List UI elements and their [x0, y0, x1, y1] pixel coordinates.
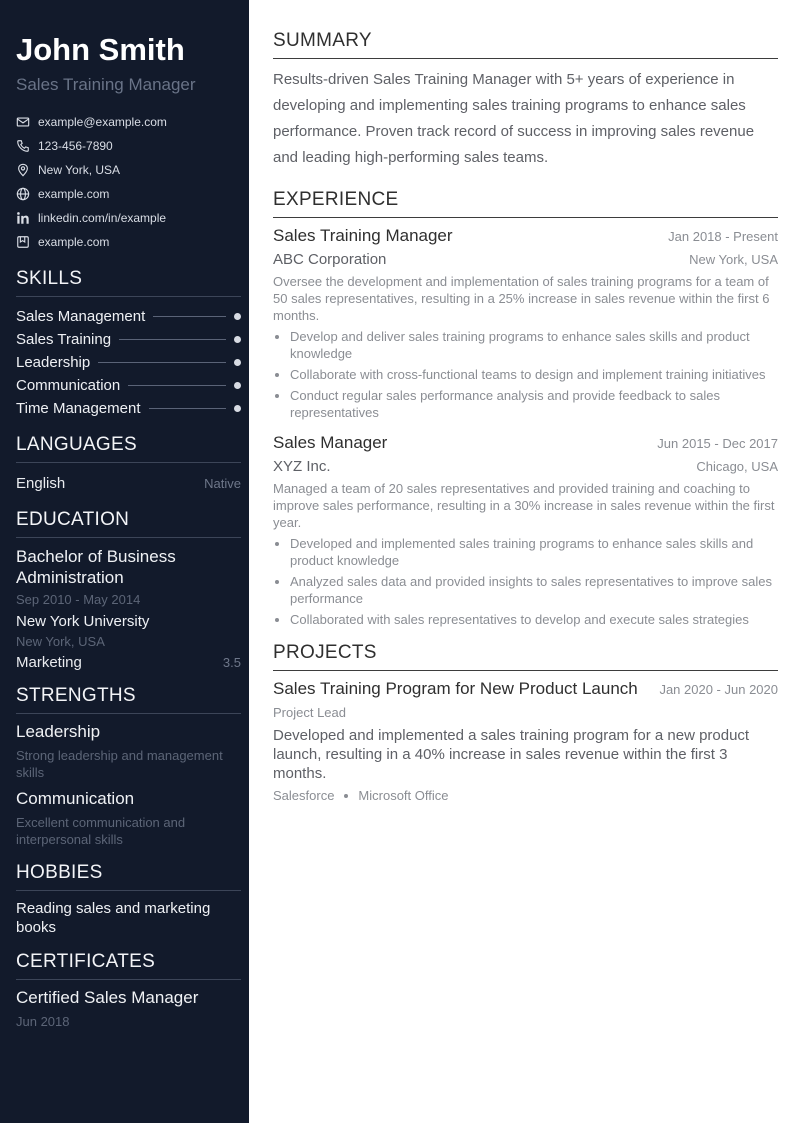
education-dates: Sep 2010 - May 2014 [16, 592, 141, 607]
skill-divider [98, 362, 226, 363]
bullet-item: • Collaborate with cross-functional teams to design and implement training initiatives [290, 366, 778, 383]
contact-linkedin[interactable] [16, 206, 241, 230]
skill-item [16, 374, 241, 397]
skill-divider [149, 408, 227, 409]
experience-heading: EXPERIENCE [273, 189, 778, 218]
contact-text: linkedin.com/in/example [38, 211, 167, 225]
candidate-name: John Smith [16, 32, 185, 67]
education-entry [16, 546, 241, 671]
job-description: Oversee the development and implementation of sales training programs for a team of 50 sales representatives, resulting in a 25% increase in sales revenue within the first 6 months. [273, 274, 770, 323]
skills-list [16, 305, 241, 420]
hobbies-heading: HOBBIES [16, 862, 241, 891]
skill-label: Leadership [16, 354, 91, 371]
tag-separator [344, 794, 348, 798]
job-title: Sales Training Manager [273, 226, 453, 245]
bullet-item: • Conduct regular sales performance analysis and provide feedback to sales representatives [290, 387, 778, 421]
strength-desc: Strong leadership and management skills [16, 748, 223, 780]
bullet-item: • Collaborated with sales representatives to develop and execute sales strategies [290, 611, 778, 628]
skill-divider [153, 316, 226, 317]
main-content [273, 30, 778, 803]
projects-heading: PROJECTS [273, 642, 778, 671]
phone-icon [16, 139, 30, 153]
contact-text: New York, USA [38, 163, 121, 177]
skill-dot [234, 336, 241, 343]
job-dates: Jan 2018 - Present [668, 229, 778, 244]
certificates-heading: CERTIFICATES [16, 951, 241, 980]
contact-website[interactable] [16, 182, 241, 206]
skill-dot [234, 359, 241, 366]
project-tags [273, 788, 778, 803]
globe-icon [16, 187, 30, 201]
contact-text: example.com [38, 187, 110, 201]
education-location: New York, USA [16, 634, 105, 649]
sidebar [0, 0, 249, 1123]
job-bullets [273, 328, 778, 421]
job-location: New York, USA [689, 252, 778, 267]
linkedin-icon [16, 211, 30, 225]
strength-item [16, 789, 241, 848]
project-dates: Jan 2020 - Jun 2020 [659, 682, 778, 697]
job-company: ABC Corporation [273, 251, 387, 268]
job-title: Sales Manager [273, 433, 388, 452]
education-heading: EDUCATION [16, 509, 241, 538]
skill-label: Time Management [16, 400, 141, 417]
experience-entry [273, 226, 778, 421]
project-tag: Salesforce [273, 788, 335, 803]
skill-item [16, 305, 241, 328]
contact-text: example.com [38, 235, 110, 249]
contact-list [16, 110, 241, 254]
hobby-item: Reading sales and marketing books [16, 900, 211, 936]
job-location: Chicago, USA [696, 459, 778, 474]
skill-dot [234, 382, 241, 389]
bullet-item: • Developed and implemented sales training programs to enhance sales skills and product knowledge [290, 535, 778, 569]
job-company: XYZ Inc. [273, 458, 331, 475]
bullet-item: • Develop and deliver sales training programs to enhance sales skills and product knowledge [290, 328, 778, 362]
contact-email[interactable] [16, 110, 241, 134]
skill-dot [234, 405, 241, 412]
languages-heading: LANGUAGES [16, 434, 241, 463]
project-tag: Microsoft Office [358, 788, 449, 803]
job-description: Managed a team of 20 sales representatives and provided training and coaching to improve sales performance, resulting in a 30% increase in sales revenue within the first year. [273, 481, 775, 530]
strength-desc: Excellent communication and interpersonal skills [16, 815, 186, 847]
project-entry [273, 679, 778, 803]
skills-heading: SKILLS [16, 268, 241, 297]
certificate-item [16, 988, 241, 1029]
project-role: Project Lead [273, 705, 346, 720]
skill-dot [234, 313, 241, 320]
experience-entry [273, 433, 778, 628]
strength-title: Communication [16, 789, 135, 808]
skill-label: Sales Training [16, 331, 112, 348]
language-level: Native [204, 475, 241, 491]
skill-item [16, 397, 241, 420]
education-field: Marketing [16, 654, 82, 671]
location-pin-icon [16, 163, 30, 177]
education-degree: Bachelor of Business Administration [16, 547, 176, 587]
language-item [16, 471, 241, 495]
skill-item [16, 328, 241, 351]
strengths-heading: STRENGTHS [16, 685, 241, 714]
envelope-icon [16, 115, 30, 129]
contact-phone[interactable] [16, 134, 241, 158]
certificate-title: Certified Sales Manager [16, 988, 199, 1007]
contact-portfolio[interactable] [16, 230, 241, 254]
contact-text: example@example.com [38, 115, 167, 129]
strength-title: Leadership [16, 722, 101, 741]
certificate-date: Jun 2018 [16, 1014, 70, 1029]
contact-location [16, 158, 241, 182]
candidate-role: Sales Training Manager [16, 75, 196, 94]
job-bullets [273, 535, 778, 628]
summary-heading: SUMMARY [273, 30, 778, 59]
job-dates: Jun 2015 - Dec 2017 [657, 436, 778, 451]
skill-label: Communication [16, 377, 121, 394]
summary-text: Results-driven Sales Training Manager with 5+ years of experience in developing and implementing sales training programs to enhance sales performance. Proven track record of success in improving sales revenue and leading high-performing sales teams. [273, 71, 755, 166]
portfolio-icon [16, 235, 30, 249]
education-gpa: 3.5 [222, 655, 241, 670]
education-field-row [16, 654, 241, 671]
contact-text: 123-456-7890 [38, 139, 113, 153]
skill-divider [128, 385, 226, 386]
bullet-item: • Analyzed sales data and provided insights to sales representatives to improve sales performance [290, 573, 778, 607]
skill-divider [119, 339, 226, 340]
skill-label: Sales Management [16, 308, 146, 325]
project-description: Developed and implemented a sales training program for a new product launch, resulting in a 40% increase in sales revenue within the first 3 months. [273, 727, 750, 782]
project-title: Sales Training Program for New Product Launch [273, 679, 638, 698]
skill-item [16, 351, 241, 374]
education-school: New York University [16, 613, 150, 630]
language-name: English [16, 474, 66, 492]
strength-item [16, 722, 241, 781]
